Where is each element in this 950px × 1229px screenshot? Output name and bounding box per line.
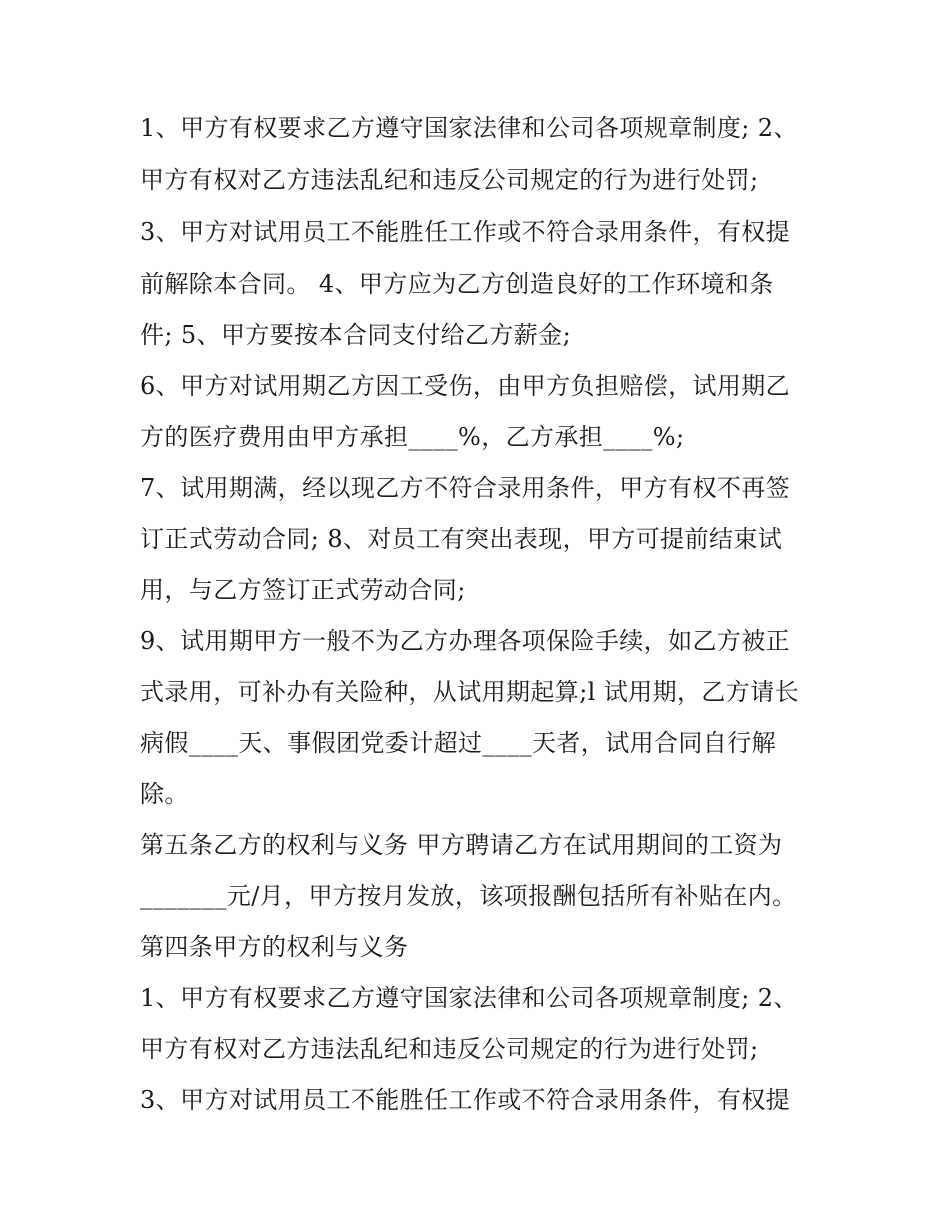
- text-line: _______元/月，甲方按月发放，该项报酬包括所有补贴在内。: [140, 882, 797, 910]
- text-line: 订正式劳动合同; 8、对员工有突出表现，甲方可提前结束试: [140, 525, 783, 553]
- text-line: 7、试用期满，经以现乙方不符合录用条件，甲方有权不再签: [140, 474, 791, 502]
- text-line: 1、甲方有权要求乙方遵守国家法律和公司各项规章制度; 2、: [140, 114, 798, 142]
- text-line: 方的医疗费用由甲方承担____%，乙方承担____%;: [140, 423, 685, 451]
- section-heading-line: 第五条乙方的权利与义务 甲方聘请乙方在试用期间的工资为: [140, 831, 783, 859]
- text-line: 病假____天、事假团党委计超过____天者，试用合同自行解: [140, 729, 776, 757]
- text-line: 3、甲方对试用员工不能胜任工作或不符合录用条件，有权提: [140, 1086, 791, 1114]
- section-heading: 第四条甲方的权利与义务: [140, 933, 409, 961]
- text-line: 甲方有权对乙方违法乱纪和违反公司规定的行为进行处罚;: [140, 166, 759, 194]
- text-line: 件; 5、甲方要按本合同支付给乙方薪金;: [140, 321, 572, 349]
- text-line: 甲方有权对乙方违法乱纪和违反公司规定的行为进行处罚;: [140, 1035, 759, 1063]
- text-line: 式录用，可补办有关险种，从试用期起算;l 试用期，乙方请长: [140, 678, 799, 706]
- text-line: 除。: [140, 780, 189, 808]
- text-line: 1、甲方有权要求乙方遵守国家法律和公司各项规章制度; 2、: [140, 984, 798, 1012]
- text-line: 3、甲方对试用员工不能胜任工作或不符合录用条件，有权提: [140, 218, 791, 246]
- text-line: 前解除本合同。 4、甲方应为乙方创造良好的工作环境和条: [140, 270, 774, 298]
- text-line: 6、甲方对试用期乙方因工受伤，由甲方负担赔偿，试用期乙: [140, 372, 791, 400]
- text-line: 9、试用期甲方一般不为乙方办理各项保险手续，如乙方被正: [140, 627, 791, 655]
- text-line: 用，与乙方签订正式劳动合同;: [140, 576, 466, 604]
